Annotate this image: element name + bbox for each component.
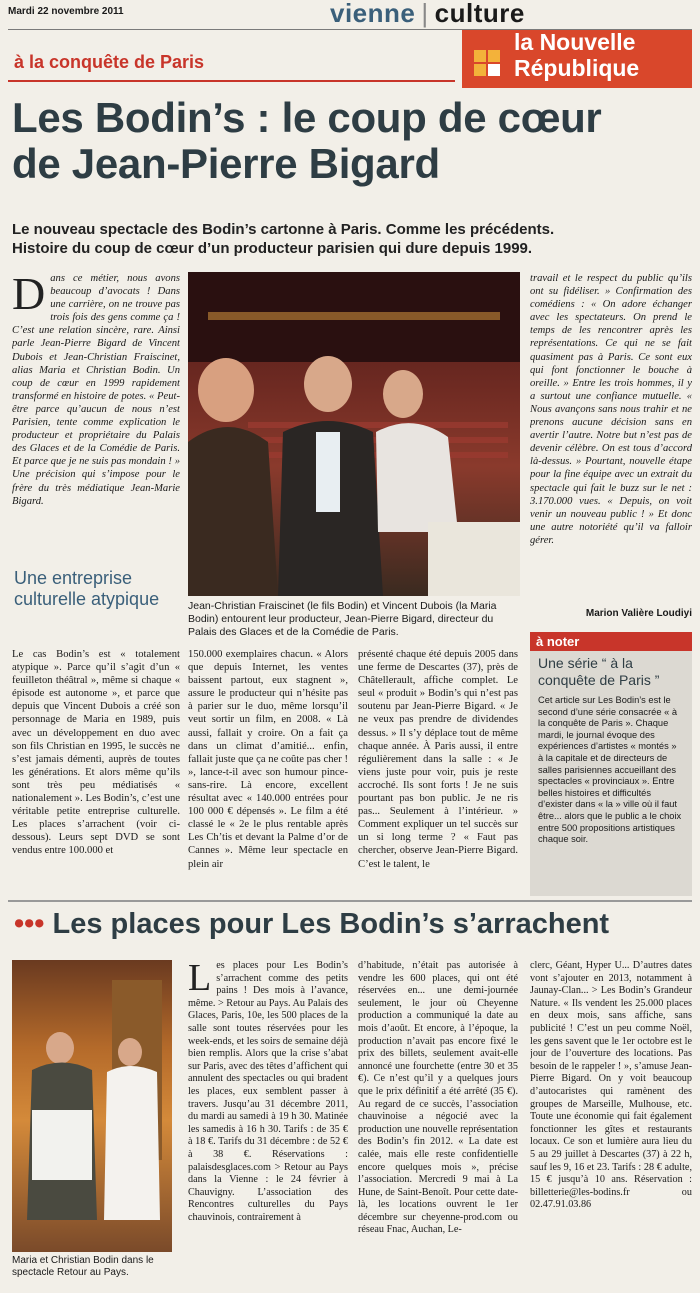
sidebar-title: Une série “ à la conquête de Paris ” — [538, 655, 660, 688]
second-column-3-text: clerc, Géant, Hyper U... D’autres dates vont s’ajouter en 2013, notamment à Jaunay-Clan... > Les Bodin’s Grandeur Nature. « Ils vendent les 25.000 places en deux mois, sans affiche, sans publicité ! C’est un peu comme Noël, les gens savent que le 1er octobre est le jour de l’ouverture des locations. Pas besoin de le rappeler ! », s’amuse Jean-Pierre Bigard. On y voit beaucoup d’autocaristes qui ramènent des groupes de Marseille, Mulhouse, etc. Toute une économie qui fait également fonctionner les gîtes et restaurants locaux. Ce son et lumière aura lieu du 5 au 29 juillet à Descartes (37) à 22 h, sauf les 9, 16 et 23. Tarifs : 28 € adulte, 15 € jusqu’à 10 ans. Réservation : billetterie@les-bodins.fr ou 02.47.91.03.86 — [530, 960, 692, 1211]
kicker-rule — [8, 80, 455, 82]
sidebar-tag: à noter — [530, 632, 692, 651]
body-column-3-text: présenté chaque été depuis 2005 dans une ferme de Descartes (37), près de Châtellerault, affiche complet. Le seul « produit » Bodin’s qui n’est pas soutenu par Jean-Pierre Bigard. « Je ne veux pas prendre de dividendes dessus. » Il s’y déplace tout de même chaque année. À Paris aussi, il entre régulièrement dans la salle : « Je viens juste pour voir, puis je reste accroché. Ils sont forts ! Je ne suis pourtant pas bon public. Je ne ris pas... Seulement à l’intérieur. » Comment expliquer un tel succès sur un si long terme ? « Faut pas chercher, observe Jean-Pierre Bigard. C’est le talent, le — [358, 649, 518, 870]
logo-emblem-icon — [468, 30, 508, 88]
headline — [12, 95, 692, 187]
byline: Marion Valière Loudiyi — [585, 608, 692, 619]
section-city: vienne — [330, 0, 416, 28]
deck — [12, 220, 692, 258]
second-photo-caption: Maria et Christian Bodin dans le spectacle Retour au Pays. — [12, 1255, 154, 1278]
intro-text: ans ce métier, nous avons beaucoup d’avocats ! Dans une carrière, on ne trouve pas trois fois des gens comme ça ! C’est une relation sincère, rare. Ainsi parle Jean-Pierre Bigard de Vincent Dubois et Jean-Christian Fraiscinet, alias Maria et Christian Bodin. Un coup de cœur en 1999 rapidement transformé en histoire de potes. « Peut-être parce qu’aucun de nous n’est Parisien, tente comme explication le producteur et propriétaire du Palais des Glaces et de la Comédie de Paris. Et parce que je ne suis pas mondain ! » Une précision qui s’impose pour le frère du très médiatique Jean-Marie Bigard. — [12, 273, 180, 507]
second-column-1-text: es places pour Les Bodin’s s’arrachent comme des petits pains ! Des mois à l’avance, même. > Retour au Pays. Au Palais des Glaces, Paris, 10e, les 500 places de la salle sont toutes réservées pour les week-ends, et les soirs de semaine déjà bien remplis. Alors que la crise s’abat sur Paris, avec des têtes d’affichent qui annulent des spectacles ou qui bradent les places, eux semblent passer à travers. Jusqu’au 31 décembre 2011, du mardi au samedi à 19 h 30. Matinée les samedis à 16 h 30. Tarifs : de 35 € à 18 €. Tarifs du 31 décembre : de 52 € à 38 €. Réservations : palaisdesglaces.com > Retour au Pays dans la Vienne : le 24 février à Chauvigny. L’association des Rencontres culturelles du Pays chauvinois, contrairement à — [188, 960, 348, 1223]
right-column — [530, 272, 692, 594]
headline-line-2: de Jean-Pierre Bigard — [12, 140, 440, 187]
body-column-3 — [358, 648, 518, 896]
body-column-1 — [12, 648, 180, 896]
section-header — [330, 0, 525, 29]
main-photo — [188, 272, 520, 596]
sidebar-box — [530, 632, 692, 896]
photo-bodin-performance — [12, 960, 172, 1252]
section-divider — [8, 900, 692, 902]
second-column-1 — [188, 960, 348, 1286]
section-separator: | — [421, 0, 429, 28]
body-column-2 — [188, 648, 348, 896]
second-column-3 — [530, 960, 692, 1286]
body-column-1-text: Le cas Bodin’s est « totalement atypique ». Parce qu’il s’agit d’un « feuilleton théâtral », même si chaque « épisode est autonome », et parce que depuis que Vincent Dubois a créé son personnage de Maria en 1989, puis avec un développement en duo avec son fils Christian en 1995, le succès ne s’est jamais démenti, auprès de toutes les générations. Et alors même qu’ils sont très peu médiatisés « nationalement ». Les Bodin’s, c’est une véritable petite entreprise culturelle. Les places s’arrachent (voir ci-dessous). Leurs sept DVD se sont vendus entre 100.000 et — [12, 649, 180, 857]
newspaper-logo — [462, 30, 692, 88]
second-headline — [14, 908, 609, 941]
body-column-2-text: 150.000 exemplaires chacun. « Alors que depuis Internet, les ventes baissent partout, eux stagnent », assure le producteur qui n’hésite pas à parier sur le duo, même lorsqu’il veut sortir un film, en 2008. « Là aussi, fallait y croire. On a fait ça dans un climat d’amitié... enfin, fallait juste que ça ne coûte pas cher ! », lance-t-il avec son humour pince-sans-rire. Là encore, excellent résultat avec « 140.000 entrées pour 100 000 € dépensés ». Le film a été classé le « 2e le plus rentable après Les Ch’tis et devant la Palme d’or de Cannes ». Même leur spectacle en plein air — [188, 649, 348, 870]
second-column-2-text: d’habitude, n’était pas autorisée à vendre les 600 places, qui ont été réservées en... une demi-journée seulement, le jour où Cheyenne production a communiqué la date au mois d’août. Et encore, à l’époque, la production n’avait pas encore fixé le prix des billets, seulement avait-elle annoncé une fourchette (entre 30 et 35 €). Ce n’est qu’il y a quelques jours que le prix définitif a été arrêté (35 €). Au regard de ce succès, l’association chauvinoise a négocié avec la production une nouvelle représentation des Bodin’s fin 2012. « La date est calée, mais elle reste confidentielle encore quelques mois », précise l’association. Mercredi 9 mai à La Hune, de Saint-Benoît. Pour cette date-là, les locations ouvrent le 1er décembre sur cheyenne-prod.com ou réseau Fnac, Auchan, Le- — [358, 960, 518, 1236]
deck-line-1: Le nouveau spectacle des Bodin’s cartonne à Paris. Comme les précédents. — [12, 221, 555, 238]
photo-three-men — [188, 272, 520, 596]
kicker: à la conquête de Paris — [14, 52, 205, 72]
intro-column — [12, 272, 180, 568]
right-column-text: travail et le respect du public qu’ils ont su fidéliser. » Confirmation des comédiens : « On adore échanger avec les spectateurs. On prend le temps de les rencontrer après les représentations. Ce qui ne se fait quasiment pas à Paris. Ce sont eux qui font fonctionner le bouche à oreille. » Entre les trois hommes, il y a surtout une confiance mutuelle. « Nous avançons sans nous trahir et ne prenons aucune décision sans en avertir l’autre. Notre but n’est pas de devenir célèbre. On est tous d’accord là-dessus. » Pourtant, nouvelle étape pour la fine équipe avec un extrait du spectacle qui fait le buzz sur le net : 3.170.000 vues. « Depuis, on voit venir un nouveau public ! » Et donc une autre notoriété qu’il va falloir gérer. — [530, 273, 692, 546]
section-topic: culture — [434, 0, 525, 28]
second-photo — [12, 960, 172, 1252]
deck-line-2: Histoire du coup de cœur d’un producteur parisien qui dure depuis 1999. — [12, 240, 533, 257]
subhead: Une entreprise culturelle atypique — [14, 568, 160, 609]
edition-date: Mardi 22 novembre 2011 — [8, 6, 124, 17]
logo-line-2: République — [514, 55, 640, 81]
headline-bullets: ••• — [14, 908, 45, 940]
second-headline-text: Les places pour Les Bodin’s s’arrachent — [52, 908, 610, 940]
second-column-2 — [358, 960, 518, 1286]
second-dropcap: L — [188, 960, 212, 999]
sidebar-body: Cet article sur Les Bodin’s est le second d’une série consacrée « à la conquête de Paris ». Chaque mardi, le journal évoque des expériences d’artistes « montés » à la capitale et de directeurs de salles parisiennes accueillant des spectacles « provinciaux ». Entre belles histoires et difficultés d’exister dans « la » ville où il faut être... alors que le public a le choix entre 500 propositions artistiques chaque soir. — [538, 695, 682, 845]
main-photo-caption: Jean-Christian Fraiscinet (le fils Bodin) et Vincent Dubois (la Maria Bodin) entourent leur producteur, Jean-Pierre Bigard, directeur du Palais des Glaces et de la Comédie de Paris. — [188, 600, 497, 638]
dropcap: D — [12, 272, 46, 319]
logo-line-1: la Nouvelle — [514, 29, 636, 55]
headline-line-1: Les Bodin’s : le coup de cœur — [12, 94, 602, 141]
